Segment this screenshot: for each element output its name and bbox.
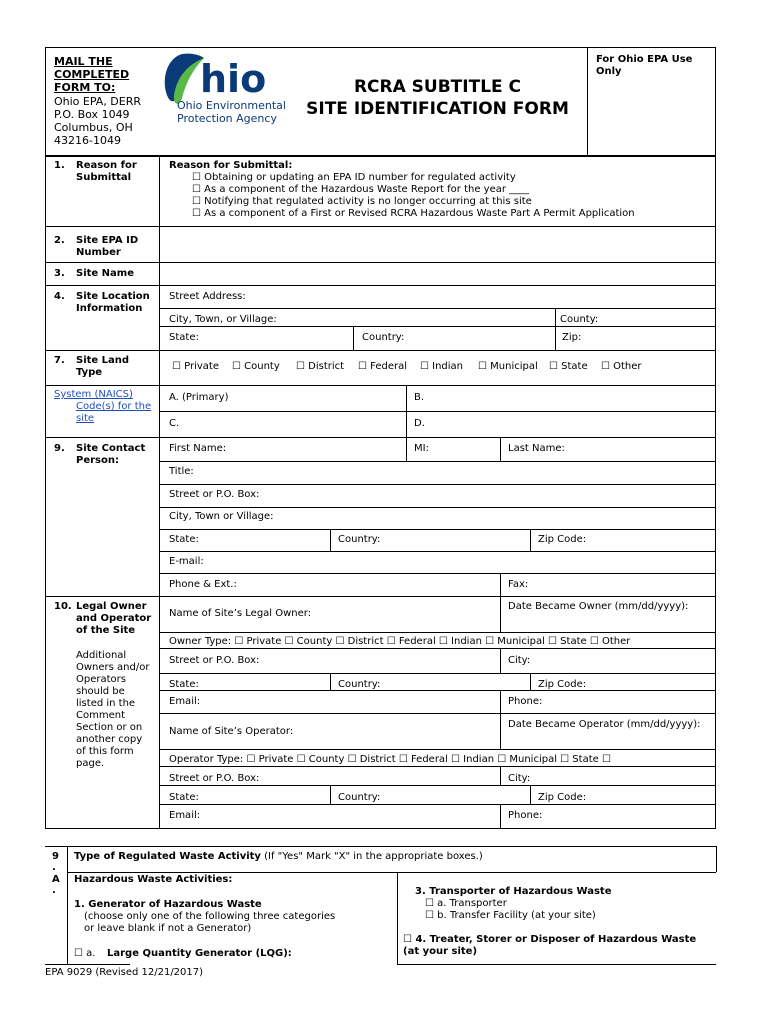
county-field[interactable]: County: [560,314,599,325]
site-contact-label: Site Contact [76,443,146,454]
operator-phone-field[interactable]: Phone: [508,810,543,821]
land-type-district[interactable]: ☐ District [296,361,345,372]
additional-owners-note: Additional Owners and/or Operators should be listed in the Comment Section or on another copy of this form page. [76,650,150,769]
owner-state-field[interactable]: State: [169,679,199,689]
operator-name-field[interactable]: Name of Site’s Operator: [169,726,294,737]
contact-email-field[interactable]: E-mail: [169,556,204,567]
reason-option-no-longer[interactable]: ☐ Notifying that regulated activity is no longer occurring at this site [192,196,532,207]
operator-zip-field[interactable]: Zip Code: [538,792,587,803]
site-name-field[interactable] [160,263,715,284]
transfer-facility-checkbox[interactable]: ☐ b. Transfer Facility (at your site) [425,910,596,921]
lqg-label: Large Quantity Generator (LQG): [107,948,292,959]
land-type-state[interactable]: ☐ State [549,361,588,372]
epa-use-label: For Ohio EPA Use [596,54,693,65]
operator-email-field[interactable]: Email: [169,810,201,821]
mail-to-label: MAIL THE [54,55,113,68]
contact-state-field[interactable]: State: [169,534,199,545]
svg-text:hio: hio [200,57,267,101]
form-title: RCRA SUBTITLE C SITE IDENTIFICATION FORM [306,77,569,119]
site-epa-id-field[interactable] [160,227,715,261]
naics-b-field[interactable]: B. [414,392,425,403]
land-type-indian[interactable]: ☐ Indian [420,361,464,372]
generator-heading: 1. Generator of Hazardous Waste [74,899,262,910]
hazardous-waste-activities-label: Hazardous Waste Activities: [74,874,233,885]
contact-title-field[interactable]: Title: [169,466,194,477]
contact-first-name-field[interactable]: First Name: [169,443,227,454]
contact-phone-field[interactable]: Phone & Ext.: [169,579,237,590]
operator-date-field[interactable]: Date Became Operator (mm/dd/yyyy): [508,719,701,730]
naics-d-field[interactable]: D. [414,418,425,429]
contact-zip-field[interactable]: Zip Code: [538,534,587,545]
owner-type-options[interactable]: Owner Type: ☐ Private ☐ County ☐ District ☐ Federal ☐ Indian ☐ Municipal ☐ State ☐ Other [169,636,631,647]
contact-fax-field[interactable]: Fax: [508,579,529,590]
land-type-private[interactable]: ☐ Private [172,361,220,372]
tsd-checkbox[interactable]: ☐ 4. Treater, Storer or Disposer of Hazardous Waste [403,934,697,945]
lqg-checkbox[interactable]: ☐ a. [74,948,96,959]
site-epa-id-label: Site EPA ID [76,235,139,246]
contact-city-field[interactable]: City, Town or Village: [169,511,274,522]
form-footer: EPA 9029 (Revised 12/21/2017) [45,967,204,978]
owner-zip-field[interactable]: Zip Code: [538,679,587,689]
logo-text-line2: Protection Agency [177,112,277,125]
zip-field[interactable]: Zip: [562,332,582,343]
owner-phone-field[interactable]: Phone: [508,696,543,707]
logo-text-line1: Ohio Environmental [177,99,286,112]
city-field[interactable]: City, Town, or Village: [169,314,277,325]
owner-email-field[interactable]: Email: [169,696,201,707]
operator-state-field[interactable]: State: [169,792,199,803]
reason-heading: Reason for Submittal: [169,160,293,171]
land-type-municipal[interactable]: ☐ Municipal [478,361,538,372]
naics-a-field[interactable]: A. (Primary) [169,392,229,403]
owner-name-field[interactable]: Name of Site’s Legal Owner: [169,608,312,619]
contact-country-field[interactable]: Country: [338,534,381,545]
reason-option-part-a[interactable]: ☐ As a component of a First or Revised RCRA Hazardous Waste Part A Permit Application [192,208,635,219]
contact-street-field[interactable]: Street or P.O. Box: [169,489,260,500]
street-address-field[interactable]: Street Address: [169,291,246,302]
section-9a-number: 9 [52,851,59,862]
operator-city-field[interactable]: City: [508,773,531,784]
waste-activity-heading: Type of Regulated Waste Activity (If "Yes" Mark "X" in the appropriate boxes.) [74,851,483,862]
section-1-label: Reason for [76,160,137,171]
site-location-label: Site Location [76,291,150,302]
naics-link[interactable]: System (NAICS) [54,389,133,400]
contact-mi-field[interactable]: MI: [414,443,429,454]
owner-country-field[interactable]: Country: [338,679,381,689]
country-field[interactable]: Country: [362,332,405,343]
operator-type-options[interactable]: Operator Type: ☐ Private ☐ County ☐ District ☐ Federal ☐ Indian ☐ Municipal ☐ State ☐ [169,754,611,765]
owner-street-field[interactable]: Street or P.O. Box: [169,655,260,666]
reason-option-epa-id[interactable]: ☐ Obtaining or updating an EPA ID number for regulated activity [192,172,516,183]
naics-c-field[interactable]: C. [169,418,180,429]
owner-date-field[interactable]: Date Became Owner (mm/dd/yyyy): [508,601,689,612]
state-field[interactable]: State: [169,332,199,343]
owner-city-field[interactable]: City: [508,655,531,666]
contact-last-name-field[interactable]: Last Name: [508,443,565,454]
reason-option-hw-report[interactable]: ☐ As a component of the Hazardous Waste Report for the year ____ [192,184,530,195]
legal-owner-label: Legal Owner [76,601,147,612]
land-type-county[interactable]: ☐ County [232,361,280,372]
land-type-other[interactable]: ☐ Other [601,361,642,372]
transporter-heading: 3. Transporter of Hazardous Waste [415,886,612,897]
site-land-type-label: Site Land [76,355,130,366]
operator-street-field[interactable]: Street or P.O. Box: [169,773,260,784]
land-type-federal[interactable]: ☐ Federal [358,361,408,372]
transporter-checkbox[interactable]: ☐ a. Transporter [425,898,507,909]
site-name-label: Site Name [76,268,134,279]
mail-address: Ohio EPA, DERR [54,95,142,108]
operator-country-field[interactable]: Country: [338,792,381,803]
section-1-number: 1. [54,160,65,171]
